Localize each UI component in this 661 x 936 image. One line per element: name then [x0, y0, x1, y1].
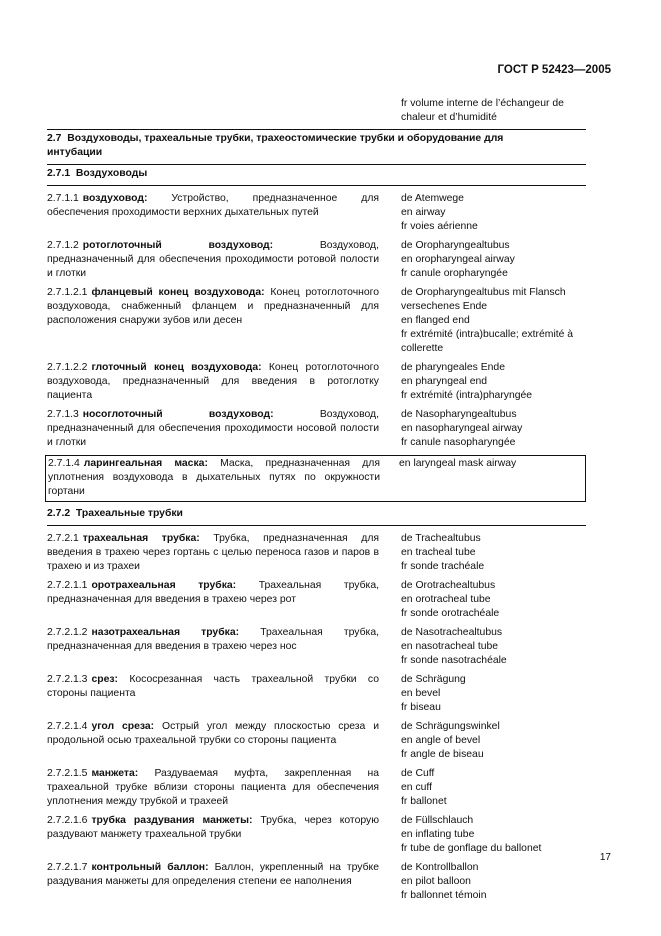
translation-en: en inflating tube [401, 829, 475, 840]
entry-number: 2.7.2.1.6 [47, 815, 88, 826]
divider [47, 164, 586, 165]
entry-number: 2.7.2.1.2 [47, 627, 88, 638]
entry-translations [401, 286, 586, 356]
term-entry [47, 814, 586, 856]
translation-en: en nasopharyngeal airway [401, 423, 523, 434]
entry-term: оротрахеальная трубка: [91, 580, 237, 591]
translation-en: en oropharyngeal airway [401, 254, 515, 265]
entry-term: контрольный баллон: [91, 862, 209, 873]
section-heading-2-7 [47, 132, 522, 160]
translation-de: de Atemwege [401, 193, 464, 204]
term-entry [47, 579, 586, 621]
entry-translations [401, 361, 586, 403]
entry-translations [401, 192, 586, 234]
divider [47, 525, 586, 526]
translation-en: en pilot balloon [401, 876, 471, 887]
section-title: Трахеальные трубки [75, 508, 183, 519]
section-title: Воздуховоды, трахеальные трубки, трахеостомические трубки и оборудование для интубации [47, 133, 504, 158]
entry-translations [401, 408, 586, 450]
entry-number: 2.7.2.1.5 [47, 768, 88, 779]
term-entry [47, 673, 586, 715]
entry-definition: Конец ротоглоточного воздуховода, снабженный фланцем и предназначенный для расположения снаружи зубов или десен [47, 287, 379, 326]
translation-de: de Schrägungswinkel [401, 721, 500, 732]
entry-number: 2.7.1.2.1 [47, 287, 88, 298]
translation-fr: fr sonde trachéale [401, 561, 485, 572]
entry-term: глоточный конец воздуховода: [91, 362, 262, 373]
translation-de: de Cuff [401, 768, 435, 779]
translation-de: de Nasopharyngealtubus [401, 409, 517, 420]
entry-definition: Воздуховод, предназначенный для обеспечения проходимости носовой полости и глотки [47, 409, 379, 448]
translation-fr: fr biseau [401, 702, 441, 713]
term-entry [47, 720, 586, 762]
translation-de: de Oropharyngealtubus mit Flansch [401, 287, 566, 298]
translation-fr: fr sonde orotrachéale [401, 608, 500, 619]
entry-translations [401, 814, 586, 856]
term-entry-boxed [45, 455, 586, 502]
carryover-line: fr volume interne de l’échangeur de [401, 98, 564, 109]
entry-number: 2.7.1.1 [47, 193, 79, 204]
entry-number: 2.7.2.1.1 [47, 580, 88, 591]
translation-fr: fr ballonnet témoin [401, 890, 487, 901]
translation-en: en cuff [401, 782, 433, 793]
translation-de-cont: versechenes Ende [401, 301, 488, 312]
term-entry [47, 767, 586, 809]
divider [47, 129, 586, 130]
entry-definition: Кососрезанная часть трахеальной трубки со стороны пациента [47, 674, 379, 699]
entry-definition: Трубка, через которую раздувают манжету трахеальной трубки [47, 815, 379, 840]
term-entry [47, 286, 586, 356]
entry-definition: Трахеальная трубка, предназначенная для введения в трахею через рот [47, 580, 379, 605]
term-entry [47, 861, 586, 903]
entry-term: ротоглоточный воздуховод: [82, 240, 274, 251]
translation-fr: fr voies aérienne [401, 221, 478, 232]
translation-fr: fr canule oropharyngée [401, 268, 508, 279]
entry-definition: Острый угол между плоскостью среза и продольной осью трахеальной трубки со стороны пациента [47, 721, 379, 746]
entry-definition: Воздуховод, предназначенный для обеспечения проходимости ротовой полости и глотки [47, 240, 379, 279]
entry-translations [401, 579, 586, 621]
translation-fr: fr sonde nasotrachéale [401, 655, 507, 666]
translation-de: de pharyngeales Ende [401, 362, 505, 373]
translation-fr: fr extrémité (intra)pharyngée [401, 390, 533, 401]
entry-number: 2.7.1.2.2 [47, 362, 88, 373]
entry-translations [401, 861, 586, 903]
entry-number: 2.7.2.1.4 [47, 721, 88, 732]
entry-definition: Баллон, укрепленный на трубке раздувания манжеты для определения степени ее наполнения [47, 862, 379, 887]
document-body [47, 97, 586, 908]
divider [47, 185, 586, 186]
entry-definition: Трахеальная трубка, предназначенная для введения в трахею через нос [47, 627, 379, 652]
entry-translations [401, 673, 586, 715]
entry-number: 2.7.2.1.3 [47, 674, 88, 685]
term-entry [47, 239, 586, 281]
entry-number: 2.7.1.2 [47, 240, 79, 251]
translation-en: en orotracheal tube [401, 594, 491, 605]
entry-term: носоглоточный воздуховод: [82, 409, 274, 420]
carryover-row [47, 97, 586, 125]
section-title: Воздуховоды [75, 168, 148, 179]
translation-fr: fr tube de gonflage du ballonet [401, 843, 542, 854]
translation-de: de Trachealtubus [401, 533, 481, 544]
translation-fr: fr extrémité (intra)bucalle; extrémité à collerette [401, 329, 574, 354]
translation-en: en bevel [401, 688, 441, 699]
entry-translations [401, 767, 586, 809]
translation-en: en airway [401, 207, 446, 218]
entry-translations [401, 532, 586, 574]
translation-en: en pharyngeal end [401, 376, 488, 387]
entry-definition: Раздуваемая муфта, закрепленная на трахеальной трубке вблизи стороны пациента для обеспечения уплотнения между трубкой и трахеей [47, 768, 380, 807]
entry-term: срез: [91, 674, 118, 685]
translation-de: de Orotrachealtubus [401, 580, 496, 591]
entry-definition: Трубка, предназначенная для введения в трахею через гортань с целью переноса газов и паров в трахею и из трахеи [47, 533, 380, 572]
translation-de: de Oropharyngealtubus [401, 240, 510, 251]
document-header: ГОСТ Р 52423—2005 [497, 64, 611, 76]
entry-term: фланцевый конец воздуховода: [91, 287, 265, 298]
entry-term: ларингеальная маска: [83, 458, 208, 469]
translation-de: de Füllschlauch [401, 815, 474, 826]
term-entry [47, 532, 586, 574]
section-number: 2.7.1 [47, 168, 71, 179]
translation-de: de Schrägung [401, 674, 466, 685]
section-number: 2.7.2 [47, 508, 71, 519]
section-number: 2.7 [47, 133, 62, 144]
translation-de: de Nasotrachealtubus [401, 627, 503, 638]
entry-term: манжета: [91, 768, 139, 779]
entry-term: воздуховод: [82, 193, 148, 204]
translation-en: en laryngeal mask airway [399, 458, 517, 469]
term-entry [47, 626, 586, 668]
carryover-line: chaleur et d’humidité [401, 112, 497, 123]
entry-translations [401, 626, 586, 668]
page-number: 17 [599, 852, 611, 863]
entry-number: 2.7.1.4 [48, 458, 80, 469]
entry-definition: Конец ротоглоточного воздуховода, предназначенный для введения в ротоглотку пациента [47, 362, 379, 401]
translation-fr: fr ballonet [401, 796, 447, 807]
translation-en: en angle of bevel [401, 735, 481, 746]
entry-term: трахеальная трубка: [82, 533, 200, 544]
entry-term: угол среза: [91, 721, 155, 732]
translation-en: en nasotracheal tube [401, 641, 499, 652]
section-heading-2-7-2 [47, 507, 586, 521]
term-entry [47, 361, 586, 403]
translation-fr: fr angle de biseau [401, 749, 484, 760]
translation-en: en tracheal tube [401, 547, 476, 558]
entry-translations [401, 720, 586, 762]
entry-definition: Маска, предназначенная для уплотнения воздуховода в дыхательных путях по окружности гортани [48, 458, 380, 497]
carryover-terms [401, 97, 586, 125]
entry-term: назотрахеальная трубка: [91, 627, 240, 638]
entry-term: трубка раздувания манжеты: [91, 815, 253, 826]
entry-translations [401, 239, 586, 281]
entry-translations [399, 457, 584, 499]
entry-number: 2.7.2.1.7 [47, 862, 88, 873]
translation-en: en flanged end [401, 315, 470, 326]
entry-number: 2.7.2.1 [47, 533, 79, 544]
term-entry [47, 408, 586, 450]
translation-de: de Kontrollballon [401, 862, 479, 873]
entry-number: 2.7.1.3 [47, 409, 79, 420]
translation-fr: fr canule nasopharyngée [401, 437, 516, 448]
term-entry [47, 192, 586, 234]
section-heading-2-7-1 [47, 167, 586, 181]
entry-definition: Устройство, предназначенное для обеспечения проходимости верхних дыхательных путей [47, 193, 380, 218]
